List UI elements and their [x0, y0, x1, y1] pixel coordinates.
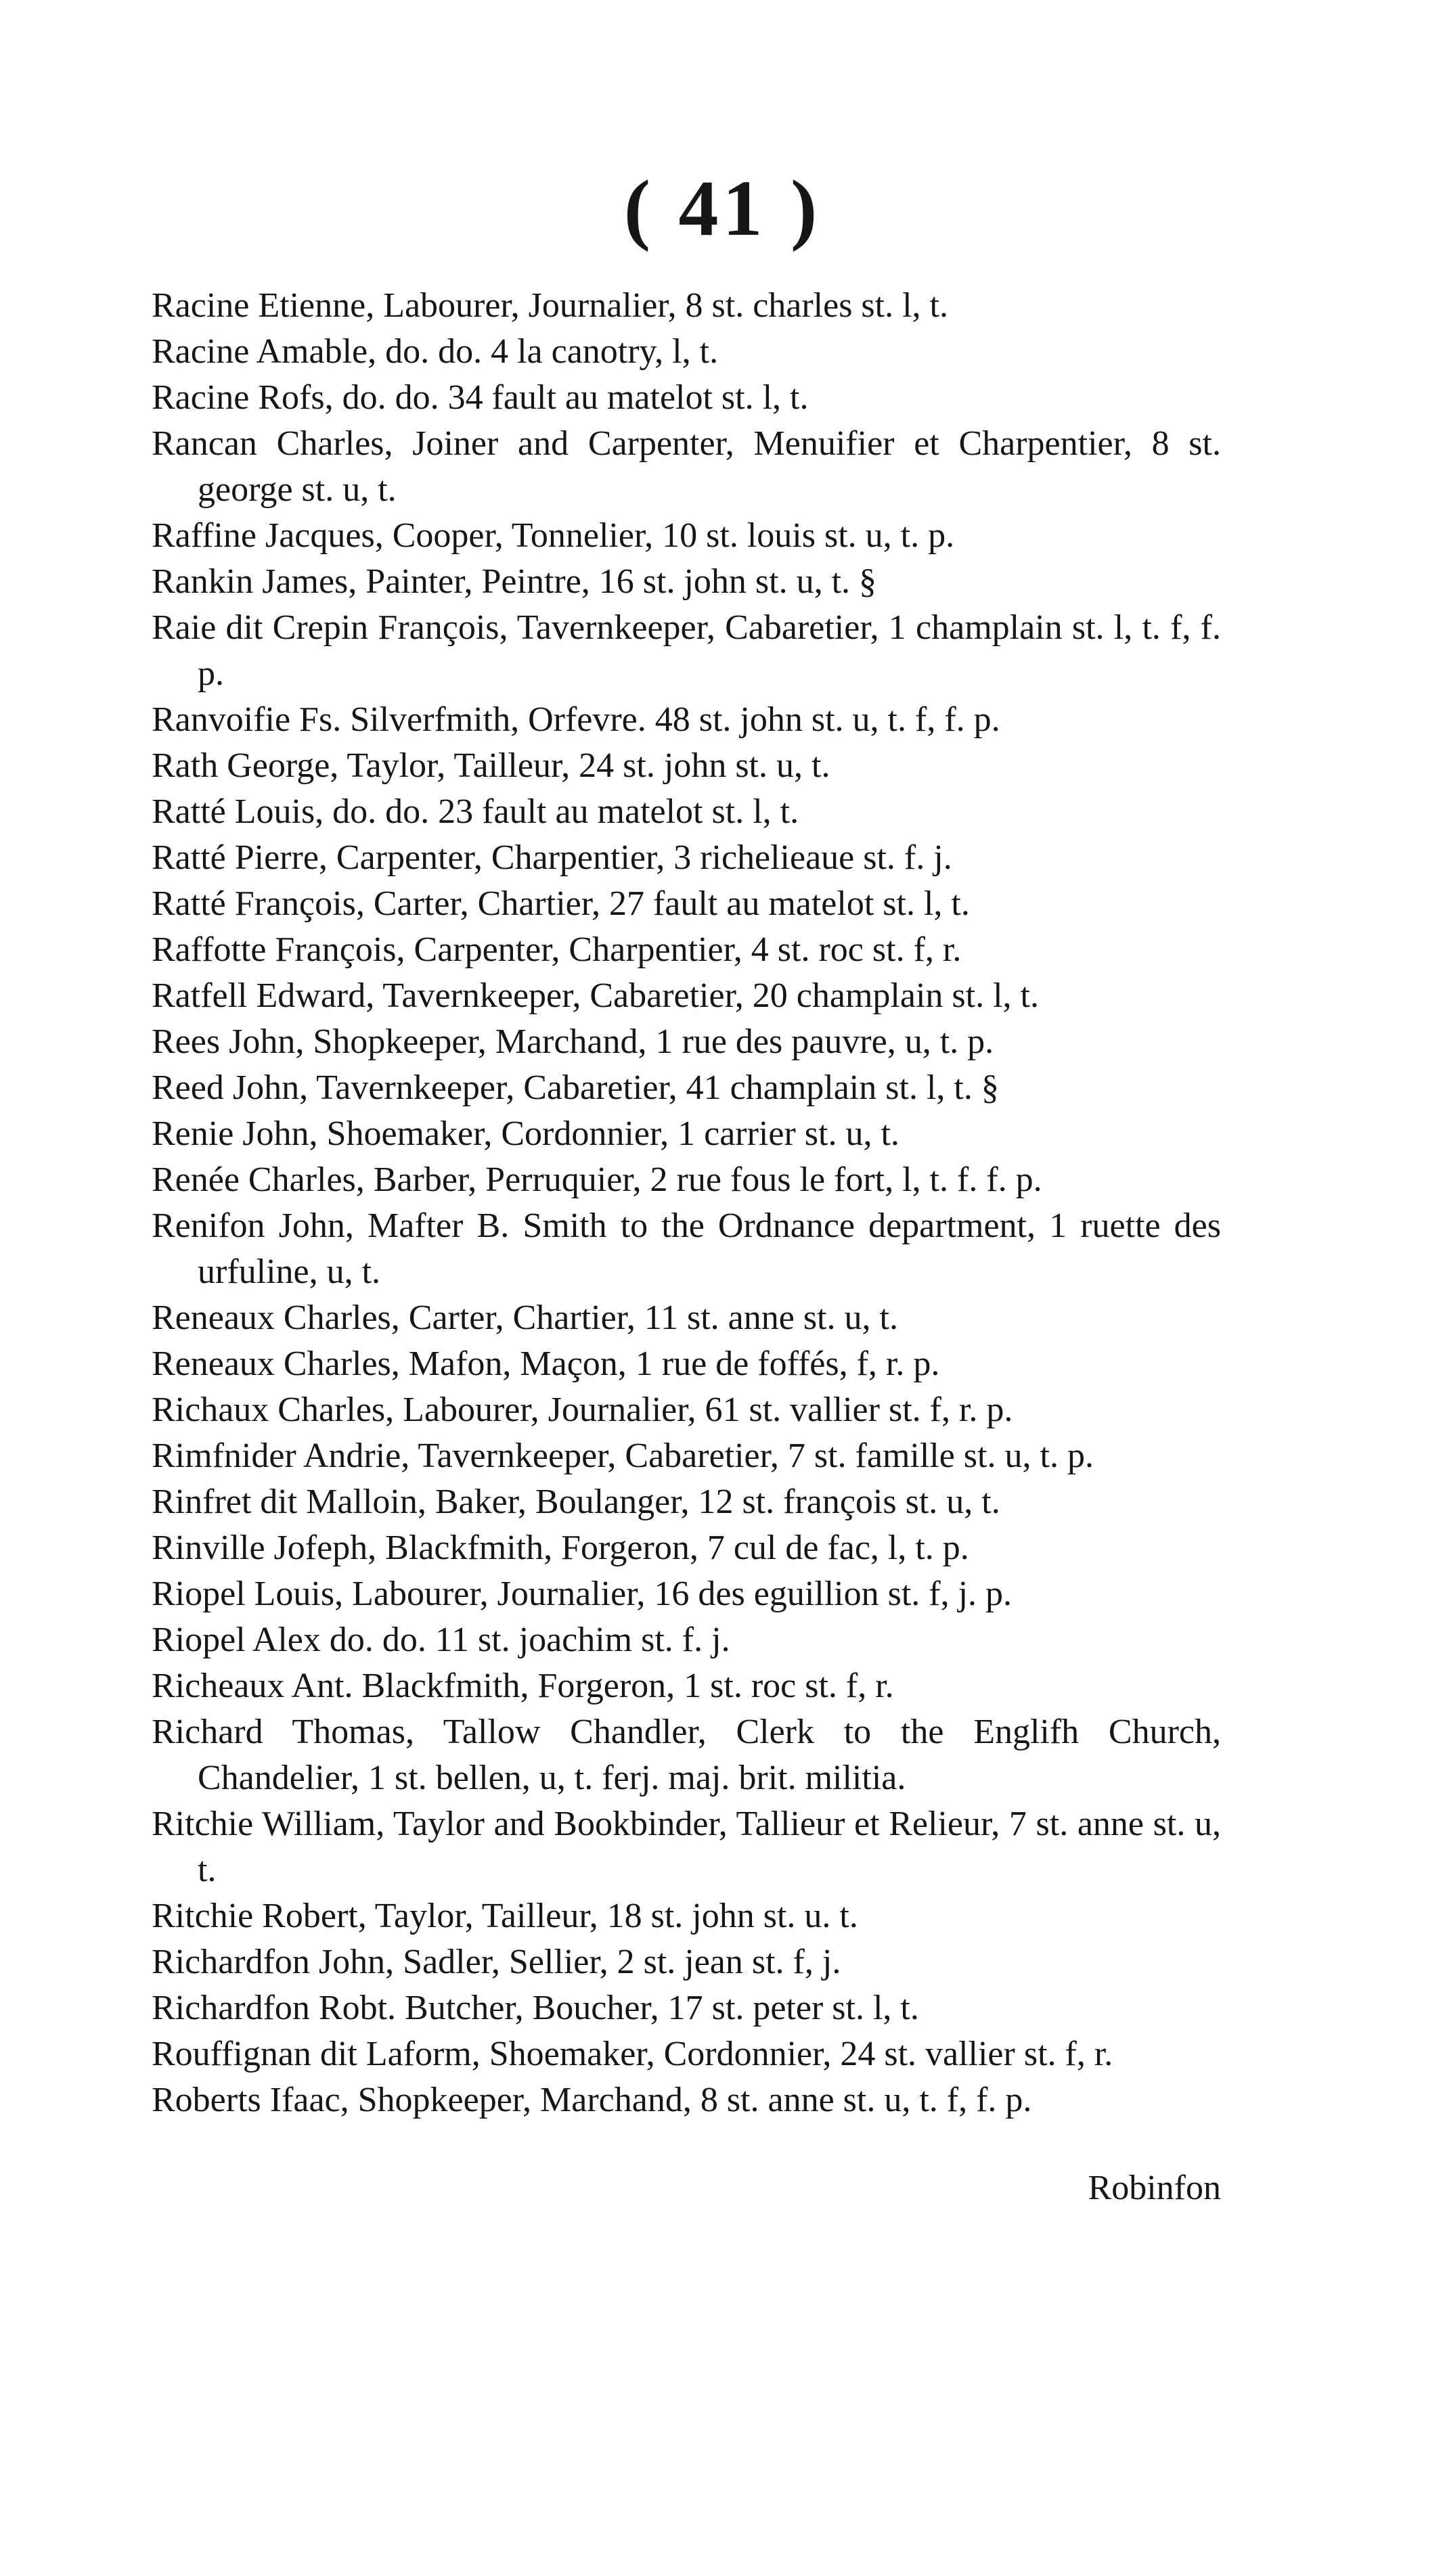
directory-entry: Richeaux Ant. Blackfmith, Forgeron, 1 st. roc st. f, r. — [152, 1667, 894, 1705]
directory-entry: Ritchie Robert, Taylor, Tailleur, 18 st. john st. u. t. — [152, 1897, 858, 1935]
directory-entry: Renie John, Shoemaker, Cordonnier, 1 carrier st. u, t. — [152, 1114, 899, 1153]
directory-entry: Richardfon Robt. Butcher, Boucher, 17 st. peter st. l, t. — [152, 1989, 919, 2027]
directory-entry: Reed John, Tavernkeeper, Cabaretier, 41 champlain st. l, t. § — [152, 1068, 999, 1107]
directory-entry: Raie dit Crepin François, Tavernkeeper, Cabaretier, 1 champlain st. l, t. f, f. p. — [152, 608, 1221, 693]
directory-entry: Racine Rofs, do. do. 34 fault au matelot st. l, t. — [152, 378, 809, 417]
directory-entry: Raffine Jacques, Cooper, Tonnelier, 10 st. louis st. u, t. p. — [152, 516, 955, 555]
directory-entry: Ratté François, Carter, Chartier, 27 fault au matelot st. l, t. — [152, 884, 970, 923]
directory-entry: Rouffignan dit Laform, Shoemaker, Cordonnier, 24 st. vallier st. f, r. — [152, 2035, 1113, 2073]
directory-entry: Ratté Louis, do. do. 23 fault au matelot st. l, t. — [152, 792, 799, 831]
directory-entry: Renifon John, Mafter B. Smith to the Ordnance department, 1 ruette des urfuline, u, t. — [152, 1206, 1221, 1291]
directory-entry: Rancan Charles, Joiner and Carpenter, Menuifier et Charpentier, 8 st. george st. u, t. — [152, 424, 1221, 509]
directory-entry: Racine Amable, do. do. 4 la canotry, l, t. — [152, 332, 719, 371]
directory-entry: Riopel Louis, Labourer, Journalier, 16 des eguillion st. f, j. p. — [152, 1575, 1013, 1613]
directory-entry: Rimfnider Andrie, Tavernkeeper, Cabaretier, 7 st. famille st. u, t. p. — [152, 1437, 1094, 1475]
directory-entry: Reneaux Charles, Carter, Chartier, 11 st. anne st. u, t. — [152, 1298, 898, 1337]
directory-entries — [152, 283, 1221, 2123]
directory-entry: Rinfret dit Malloin, Baker, Boulanger, 12 st. françois st. u, t. — [152, 1483, 1000, 1521]
directory-entry: Renée Charles, Barber, Perruquier, 2 rue fous le fort, l, t. f. f. p. — [152, 1160, 1042, 1199]
directory-entry: Ritchie William, Taylor and Bookbinder, Tallieur et Relieur, 7 st. anne st. u, t. — [152, 1805, 1221, 1889]
directory-entry: Raffotte François, Carpenter, Charpentier, 4 st. roc st. f, r. — [152, 930, 962, 969]
directory-entry: Reneaux Charles, Mafon, Maçon, 1 rue de foffés, f, r. p. — [152, 1345, 940, 1383]
directory-entry: Ratté Pierre, Carpenter, Charpentier, 3 richelieaue st. f. j. — [152, 838, 952, 877]
directory-entry: Richaux Charles, Labourer, Journalier, 61 st. vallier st. f, r. p. — [152, 1391, 1013, 1429]
directory-entry: Rees John, Shopkeeper, Marchand, 1 rue des pauvre, u, t. p. — [152, 1022, 994, 1061]
directory-entry: Rankin James, Painter, Peintre, 16 st. john st. u, t. § — [152, 562, 877, 601]
directory-entry: Richardfon John, Sadler, Sellier, 2 st. jean st. f, j. — [152, 1943, 841, 1981]
directory-entry: Ranvoifie Fs. Silverfmith, Orfevre. 48 st. john st. u, t. f, f. p. — [152, 700, 1000, 739]
directory-entry: Rinville Jofeph, Blackfmith, Forgeron, 7 cul de fac, l, t. p. — [152, 1529, 969, 1567]
catchword: Robinfon — [1088, 2169, 1221, 2207]
directory-entry: Richard Thomas, Tallow Chandler, Clerk to the Englifh Church, Chandelier, 1 st. bellen, u, t. ferj. maj. brit. militia. — [152, 1713, 1221, 1797]
catchword-line — [152, 2165, 1221, 2211]
directory-entry: Rath George, Taylor, Tailleur, 24 st. john st. u, t. — [152, 746, 830, 785]
directory-entry: Riopel Alex do. do. 11 st. joachim st. f. j. — [152, 1621, 730, 1659]
directory-entry: Ratfell Edward, Tavernkeeper, Cabaretier, 20 champlain st. l, t. — [152, 976, 1039, 1015]
directory-entry: Roberts Ifaac, Shopkeeper, Marchand, 8 st. anne st. u, t. f, f. p. — [152, 2081, 1032, 2119]
directory-entry: Racine Etienne, Labourer, Journalier, 8 st. charles st. l, t. — [152, 286, 949, 325]
page-number: ( 41 ) — [623, 164, 822, 252]
